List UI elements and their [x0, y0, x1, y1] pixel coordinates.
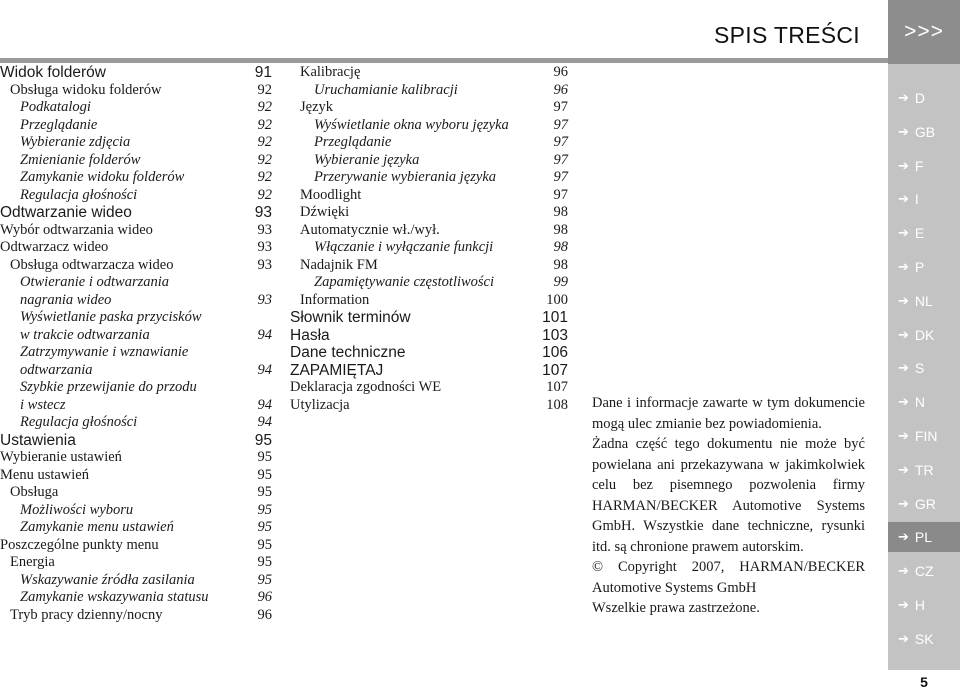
language-tab-gb[interactable] [888, 117, 960, 147]
arrow-right-icon: ➔ [898, 630, 909, 646]
arrow-right-icon: ➔ [898, 495, 909, 511]
toc-entry-label: Zapamiętywanie częstotliwości [314, 274, 495, 290]
toc-entry-label: Dźwięki [300, 204, 350, 220]
notice-paragraph: Dane i informacje zawarte w tym dokumencie mogą ulec zmianie bez powiadomienia. [592, 395, 865, 432]
toc-entry[interactable] [0, 344, 272, 362]
language-code: N [914, 394, 926, 411]
arrow-right-icon: ➔ [898, 225, 909, 241]
language-tab-p[interactable] [888, 252, 960, 282]
toc-entry[interactable] [0, 484, 272, 502]
toc-entry-page: 100 [546, 291, 568, 308]
toc-entry-label: Wyświetlanie paska przycisków [20, 309, 202, 325]
toc-entry[interactable] [0, 309, 272, 327]
toc-entry[interactable] [290, 64, 568, 82]
toc-entry[interactable] [0, 607, 272, 625]
arrow-right-icon: ➔ [898, 259, 909, 274]
toc-entry-page: 93 [257, 221, 272, 238]
toc-entry-page: 98 [553, 221, 568, 238]
arrow-right-icon: ➔ [898, 90, 909, 105]
toc-entry[interactable] [0, 152, 272, 170]
next-page-tab[interactable]: >>> [888, 0, 960, 64]
toc-entry-label: Energia [10, 554, 55, 570]
toc-entry[interactable] [0, 64, 272, 82]
language-tab-nl[interactable] [888, 286, 960, 316]
language-tab-i[interactable] [888, 184, 960, 214]
legal-notice [592, 393, 865, 619]
language-sidebar [888, 64, 960, 670]
toc-entry-label: Obsługa widoku folderów [10, 81, 162, 98]
toc-entry-page: 96 [257, 606, 272, 623]
arrow-right-icon: ➔ [898, 191, 909, 207]
toc-entry-label: odtwarzania [20, 361, 93, 378]
toc-entry[interactable] [290, 274, 568, 292]
language-code: CZ [914, 563, 934, 580]
language-tab-s[interactable] [888, 353, 960, 383]
toc-entry-label: Szybkie przewijanie do przodu [20, 379, 197, 395]
toc-entry[interactable] [0, 467, 272, 485]
toc-entry-page: 92 [257, 186, 272, 203]
toc-entry-page: 93 [257, 239, 272, 255]
toc-entry-label: Kalibrację [300, 64, 361, 80]
language-tab-f[interactable] [888, 151, 960, 181]
toc-entry-label: Otwieranie i odtwarzania [20, 274, 170, 290]
toc-entry-page: 93 [254, 204, 272, 221]
language-tab-pl[interactable] [888, 522, 960, 552]
toc-entry-page: 97 [553, 151, 568, 168]
toc-entry-page: 96 [553, 64, 568, 80]
toc-entry-label: Przerywanie wybierania języka [314, 169, 497, 185]
toc-entry[interactable] [0, 169, 272, 187]
toc-entry-page: 94 [257, 396, 272, 413]
toc-entry[interactable] [290, 327, 568, 345]
toc-entry-page: 99 [553, 274, 568, 290]
toc-entry-page: 92 [257, 81, 272, 98]
toc-entry[interactable] [0, 257, 272, 275]
toc-entry[interactable] [290, 362, 568, 380]
toc-entry-page: 107 [542, 361, 568, 379]
language-code: E [914, 225, 925, 242]
toc-entry[interactable] [0, 222, 272, 240]
toc-entry-label: Hasła [290, 326, 330, 344]
toc-entry-page: 93 [257, 256, 272, 273]
toc-entry-page: 97 [553, 99, 568, 115]
toc-entry[interactable] [290, 152, 568, 170]
toc-entry-page: 92 [257, 116, 272, 133]
notice-paragraph: Żadna część tego dokumentu nie może być powielana ani przekazywana w jakimkolwiek celu bez pisemnego pozwolenia firmy HARMAN/BECKER Automotive Systems GmbH. Wszystkie dane techniczne, rysunki itd. są chronione prawem autorskim. [592, 436, 865, 555]
toc-entry-page: 97 [553, 186, 568, 203]
toc-entry-page: 95 [257, 484, 272, 500]
language-code: NL [914, 292, 933, 309]
toc-entry-label: Information [300, 291, 370, 308]
toc-entry-label: Wybór odtwarzania wideo [0, 221, 153, 238]
toc-entry-page: 107 [546, 379, 568, 395]
toc-entry[interactable] [0, 187, 272, 205]
toc-entry[interactable] [0, 554, 272, 572]
toc-entry-page: 91 [254, 64, 272, 81]
toc-entry-label: Odtwarzacz wideo [0, 239, 109, 255]
language-code: D [914, 90, 926, 106]
language-tab-dk[interactable] [888, 320, 960, 350]
toc-entry-label: Regulacja głośności [20, 186, 138, 203]
language-code: DK [914, 326, 935, 343]
toc-entry-page: 94 [257, 326, 272, 343]
page-number: 5 [920, 674, 928, 690]
toc-entry[interactable] [290, 257, 568, 275]
language-code: P [914, 259, 925, 275]
toc-entry-label: Moodlight [300, 186, 362, 203]
toc-entry-label: Nadajnik FM [300, 256, 378, 273]
toc-entry-label: Utylizacja [290, 396, 350, 413]
language-tab-tr[interactable] [888, 455, 960, 485]
toc-entry-page: 92 [257, 169, 272, 185]
toc-entry-page: 95 [254, 431, 272, 449]
toc-entry-label: Obsługa [10, 484, 59, 500]
toc-entry[interactable] [0, 117, 272, 135]
toc-entry-label: Tryb pracy dzienny/nocny [10, 606, 163, 623]
toc-entry[interactable] [290, 239, 568, 257]
toc-entry-page: 96 [553, 81, 568, 98]
toc-entry-page: 97 [553, 169, 568, 185]
arrow-right-icon: ➔ [898, 292, 909, 308]
toc-entry-label: Dane techniczne [290, 344, 406, 361]
arrow-right-icon: ➔ [898, 360, 909, 376]
arrow-right-icon: ➔ [898, 123, 909, 139]
toc-entry-label: Odtwarzanie wideo [0, 204, 132, 221]
toc-entry-label: w trakcie odtwarzania [20, 326, 150, 343]
toc-entry-page: 95 [257, 519, 272, 535]
language-code: I [914, 191, 919, 208]
language-code: PL [914, 529, 933, 546]
toc-entry-label: Zamykanie wskazywania statusu [20, 589, 209, 605]
toc-entry-page: 97 [553, 134, 568, 150]
toc-entry-page: 101 [542, 309, 568, 326]
toc-entry-page: 98 [553, 204, 568, 220]
toc-entry-label: Ustawienia [0, 431, 76, 449]
toc-column-left [0, 64, 272, 624]
arrow-right-icon: ➔ [898, 597, 909, 612]
language-tab-n[interactable] [888, 387, 960, 417]
language-code: H [914, 597, 926, 613]
language-code: S [914, 360, 925, 377]
rights-reserved-line: Wszelkie prawa zastrzeżone. [592, 600, 760, 616]
toc-entry-page: 97 [553, 116, 568, 133]
toc-entry-label: Zatrzymywanie i wznawianie [20, 344, 189, 360]
toc-entry-page: 106 [542, 344, 568, 361]
toc-entry-label: i wstecz [20, 396, 66, 413]
toc-entry[interactable] [0, 414, 272, 432]
language-tab-h[interactable] [888, 590, 960, 620]
language-tab-d[interactable] [888, 83, 960, 113]
toc-entry-label: Słownik terminów [290, 309, 411, 326]
toc-column-right [290, 64, 568, 414]
toc-entry-label: Zamykanie menu ustawień [20, 519, 174, 535]
language-tab-e[interactable] [888, 218, 960, 248]
toc-entry-label: Deklaracja zgodności WE [290, 379, 442, 395]
toc-entry-label: Automatycznie wł./wył. [300, 221, 440, 238]
toc-entry[interactable] [290, 309, 568, 327]
copyright-line: © Copyright 2007, HARMAN/BECKER Automotive Systems GmbH [592, 559, 865, 596]
toc-entry-label: Widok folderów [0, 64, 106, 81]
toc-entry[interactable] [0, 432, 272, 450]
toc-entry[interactable] [290, 344, 568, 362]
toc-entry-page: 92 [257, 99, 272, 115]
toc-entry-page: 92 [257, 134, 272, 150]
toc-entry-page: 103 [542, 326, 568, 344]
toc-entry[interactable] [0, 274, 272, 292]
language-tab-sk[interactable] [888, 624, 960, 654]
language-tab-gr[interactable] [888, 489, 960, 519]
toc-entry-page: 96 [257, 589, 272, 605]
toc-entry[interactable] [290, 187, 568, 205]
toc-entry[interactable] [0, 134, 272, 152]
page-title: SPIS TREŚCI [713, 22, 860, 48]
toc-entry-label: Podkatalogi [20, 99, 91, 115]
toc-entry-page: 95 [257, 571, 272, 588]
toc-entry[interactable] [290, 82, 568, 100]
toc-entry[interactable] [290, 204, 568, 222]
arrow-right-icon: ➔ [898, 394, 909, 410]
toc-entry-page: 93 [257, 291, 272, 308]
toc-entry-label: Zamykanie widoku folderów [20, 169, 185, 185]
arrow-right-icon: ➔ [898, 529, 909, 545]
toc-entry-label: ZAPAMIĘTAJ [290, 361, 384, 379]
toc-entry[interactable] [290, 134, 568, 152]
toc-entry-label: Wyświetlanie okna wyboru języka [314, 116, 509, 133]
toc-entry-page: 95 [257, 554, 272, 570]
toc-entry-label: Włączanie i wyłączanie funkcji [314, 239, 494, 255]
toc-entry-label: nagrania wideo [20, 291, 112, 308]
language-code: GR [914, 495, 936, 512]
toc-entry[interactable] [290, 99, 568, 117]
toc-entry-page: 95 [257, 536, 272, 553]
arrow-right-icon: ➔ [898, 428, 909, 443]
toc-entry-label: Wybieranie języka [314, 151, 420, 168]
arrow-right-icon: ➔ [898, 326, 909, 342]
header-rule [0, 58, 888, 63]
toc-entry-page: 95 [257, 449, 272, 465]
toc-entry[interactable] [0, 327, 272, 345]
toc-entry[interactable] [290, 222, 568, 240]
toc-entry[interactable] [290, 169, 568, 187]
toc-entry-page: 108 [546, 396, 568, 413]
toc-entry[interactable] [0, 292, 272, 310]
toc-entry-label: Przeglądanie [20, 116, 98, 133]
language-code: F [914, 157, 924, 174]
toc-entry-page: 98 [553, 239, 568, 255]
toc-entry-label: Przeglądanie [314, 134, 392, 150]
toc-entry[interactable] [290, 292, 568, 310]
toc-entry-label: Regulacja głośności [20, 414, 138, 430]
toc-entry[interactable] [290, 397, 568, 415]
arrow-right-icon: ➔ [898, 461, 909, 477]
toc-entry-label: Język [300, 99, 334, 115]
toc-entry[interactable] [0, 82, 272, 100]
toc-entry[interactable] [0, 397, 272, 415]
toc-entry[interactable] [0, 502, 272, 520]
toc-entry[interactable] [0, 362, 272, 380]
toc-entry[interactable] [0, 519, 272, 537]
toc-entry-label: Menu ustawień [0, 466, 89, 483]
toc-entry[interactable] [0, 537, 272, 555]
toc-entry[interactable] [290, 379, 568, 397]
toc-entry-label: Obsługa odtwarzacza wideo [10, 256, 174, 273]
language-code: TR [914, 461, 934, 478]
toc-entry-label: Możliwości wyboru [20, 501, 134, 518]
toc-entry[interactable] [290, 117, 568, 135]
language-code: GB [914, 123, 936, 140]
language-tab-cz[interactable] [888, 556, 960, 586]
toc-entry-page: 92 [257, 151, 272, 168]
toc-entry-label: Wybieranie zdjęcia [20, 134, 131, 150]
toc-entry-label: Uruchamianie kalibracji [314, 81, 458, 98]
language-tab-fin[interactable] [888, 421, 960, 451]
toc-entry-page: 95 [257, 466, 272, 483]
toc-entry[interactable] [0, 204, 272, 222]
toc-entry-label: Zmienianie folderów [20, 151, 141, 168]
toc-entry[interactable] [0, 239, 272, 257]
toc-entry-label: Poszczególne punkty menu [0, 536, 159, 553]
language-code: SK [914, 630, 934, 647]
toc-entry[interactable] [0, 572, 272, 590]
toc-entry[interactable] [0, 449, 272, 467]
toc-entry-page: 95 [257, 501, 272, 518]
toc-entry-page: 98 [553, 256, 568, 273]
arrow-right-icon: ➔ [898, 563, 909, 579]
toc-entry[interactable] [0, 379, 272, 397]
toc-entry-label: Wskazywanie źródła zasilania [20, 571, 195, 588]
toc-entry-page: 94 [257, 361, 272, 378]
toc-entry-page: 94 [257, 414, 272, 430]
toc-entry[interactable] [0, 99, 272, 117]
toc-entry[interactable] [0, 589, 272, 607]
arrow-right-icon: ➔ [898, 157, 909, 173]
language-code: FIN [914, 428, 938, 444]
toc-entry-label: Wybieranie ustawień [0, 449, 122, 465]
